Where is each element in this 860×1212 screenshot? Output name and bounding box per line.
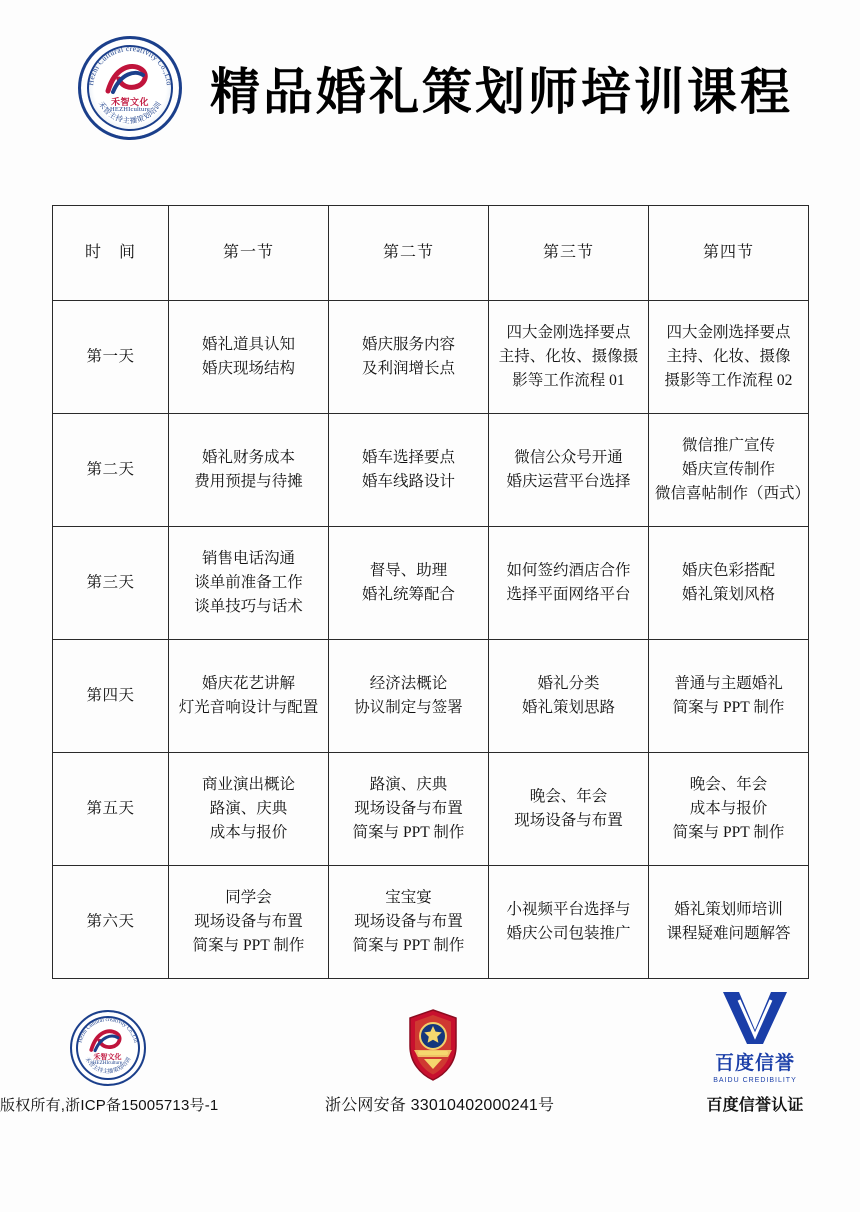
company-seal-logo xyxy=(78,36,182,140)
cell-line: 婚庆公司包装推广 xyxy=(506,925,631,942)
table-row xyxy=(53,527,809,640)
baidu-credibility-text: 百度信誉认证 xyxy=(706,1097,804,1114)
footer-seal-name-cn: 禾智文化 xyxy=(93,1053,122,1061)
cell-line: 微信公众号开通 xyxy=(514,448,623,466)
baidu-logo-text-en: BAIDU CREDIBILITY xyxy=(713,1077,797,1084)
column-header-session-4: 第四节 xyxy=(649,206,809,301)
cell-line: 微信推广宣传 xyxy=(681,436,775,454)
row-day-label: 第三天 xyxy=(53,527,169,640)
cell-line: 经济法概论 xyxy=(369,674,448,692)
cell-line: 主持、化妆、摄像摄 xyxy=(498,347,639,365)
footer-item-baidu-credibility[interactable] xyxy=(650,1002,860,1115)
table-cell xyxy=(169,866,329,979)
table-row xyxy=(53,414,809,527)
footer-swoosh-icon xyxy=(89,1027,127,1053)
table-cell xyxy=(489,640,649,753)
cell-line: 谈单前准备工作 xyxy=(194,573,303,591)
table-header-row xyxy=(53,206,809,301)
column-header-time: 时 间 xyxy=(53,206,169,301)
cell-line: 灯光音响设计与配置 xyxy=(178,699,319,716)
table-cell xyxy=(649,414,809,527)
cell-line: 婚礼策划师培训 xyxy=(674,900,783,918)
table-cell xyxy=(649,866,809,979)
baidu-credibility-badge[interactable] xyxy=(650,1002,860,1084)
table-cell xyxy=(169,301,329,414)
cell-line: 课程疑难问题解答 xyxy=(666,925,791,942)
cell-line: 婚车选择要点 xyxy=(361,448,455,466)
table-row xyxy=(53,866,809,979)
copyright-text: 版权所有,浙ICP备15005713号-1 xyxy=(0,1097,219,1114)
cell-line: 简案与 PPT 制作 xyxy=(192,937,305,954)
table-cell xyxy=(329,866,489,979)
column-header-session-2: 第二节 xyxy=(329,206,489,301)
footer-item-police-record xyxy=(325,1002,555,1115)
cell-line: 婚礼分类 xyxy=(537,674,600,692)
police-emblem-icon xyxy=(394,1006,472,1084)
cell-line: 婚庆服务内容 xyxy=(361,335,455,353)
table-cell xyxy=(329,527,489,640)
cell-line: 婚车线路设计 xyxy=(361,473,455,490)
table-cell xyxy=(489,527,649,640)
table-cell xyxy=(489,301,649,414)
table-cell xyxy=(329,301,489,414)
svg-text:禾智主持主播策划培训: 禾智主持主播策划培训 xyxy=(96,99,164,125)
footer-item-copyright xyxy=(0,1004,219,1115)
footer-seal-name-en: HEZHIculture xyxy=(93,1061,122,1066)
baidu-v-icon xyxy=(709,986,801,1048)
cell-line: 小视频平台选择与 xyxy=(506,900,631,918)
column-header-session-1: 第一节 xyxy=(169,206,329,301)
cell-line: 路演、庆典 xyxy=(209,799,288,817)
cell-line: 婚礼策划思路 xyxy=(521,699,615,716)
cell-line: 婚庆运营平台选择 xyxy=(506,473,631,490)
table-cell xyxy=(649,301,809,414)
table-cell xyxy=(329,640,489,753)
cell-line: 如何签约酒店合作 xyxy=(506,561,631,579)
cell-line: 摄影等工作流程 02 xyxy=(664,372,793,389)
table-cell xyxy=(649,753,809,866)
table-cell xyxy=(329,414,489,527)
cell-line: 现场设备与布置 xyxy=(514,812,623,829)
row-day-label: 第一天 xyxy=(53,301,169,414)
table-cell xyxy=(169,753,329,866)
cell-line: 简案与 PPT 制作 xyxy=(672,699,785,716)
cell-line: 婚庆花艺讲解 xyxy=(201,674,295,692)
cell-line: 影等工作流程 01 xyxy=(512,372,625,389)
cell-line: 成本与报价 xyxy=(689,799,768,817)
svg-text:Hezhi Cultural creativity Co.,: Hezhi Cultural creativity Co.,Ltd xyxy=(86,43,174,86)
cell-line: 婚礼策划风格 xyxy=(681,586,775,603)
cell-line: 成本与报价 xyxy=(209,824,288,841)
cell-line: 普通与主题婚礼 xyxy=(674,674,783,692)
column-header-session-3: 第三节 xyxy=(489,206,649,301)
table-cell xyxy=(649,640,809,753)
row-day-label: 第五天 xyxy=(53,753,169,866)
svg-text:Hezhi Cultural creativity Co.,: Hezhi Cultural creativity Co.,Ltd xyxy=(77,1016,138,1044)
row-day-label: 第六天 xyxy=(53,866,169,979)
cell-line: 督导、助理 xyxy=(369,561,448,579)
cell-line: 婚礼道具认知 xyxy=(201,335,295,353)
cell-line: 费用预提与待摊 xyxy=(194,473,303,490)
page-title: 精品婚礼策划师培训课程 xyxy=(210,63,793,120)
table-cell xyxy=(169,527,329,640)
row-day-label: 第四天 xyxy=(53,640,169,753)
table-cell xyxy=(169,414,329,527)
cell-line: 婚礼财务成本 xyxy=(201,448,295,466)
cell-line: 简案与 PPT 制作 xyxy=(352,937,465,954)
cell-line: 及利润增长点 xyxy=(361,360,455,377)
cell-line: 主持、化妆、摄像 xyxy=(666,347,791,365)
police-record-text: 浙公网安备 33010402000241号 xyxy=(325,1097,555,1114)
cell-line: 现场设备与布置 xyxy=(354,799,463,817)
cell-line: 晚会、年会 xyxy=(689,775,768,793)
cell-line: 婚庆色彩搭配 xyxy=(681,561,775,579)
table-cell xyxy=(169,640,329,753)
table-row xyxy=(53,753,809,866)
cell-line: 现场设备与布置 xyxy=(354,912,463,930)
table-row xyxy=(53,640,809,753)
seal-company-name-en: HEZHIculture xyxy=(110,105,150,113)
cell-line: 四大金刚选择要点 xyxy=(506,323,631,341)
cell-line: 四大金刚选择要点 xyxy=(666,323,791,341)
cell-line: 路演、庆典 xyxy=(369,775,448,793)
cell-line: 微信喜帖制作（西式） xyxy=(655,485,811,502)
cell-line: 简案与 PPT 制作 xyxy=(672,824,785,841)
table-cell xyxy=(649,527,809,640)
document-header xyxy=(0,0,860,125)
cell-line: 销售电话沟通 xyxy=(201,549,295,567)
cell-line: 商业演出概论 xyxy=(201,775,295,793)
document-footer xyxy=(0,1002,860,1162)
schedule-table xyxy=(52,205,809,979)
table-row xyxy=(53,301,809,414)
footer-company-seal xyxy=(0,1004,215,1086)
row-day-label: 第二天 xyxy=(53,414,169,527)
table-body xyxy=(53,301,809,979)
table-cell xyxy=(489,866,649,979)
cell-line: 晚会、年会 xyxy=(529,787,608,805)
cell-line: 婚礼统筹配合 xyxy=(361,586,455,603)
swoosh-icon xyxy=(105,61,155,95)
svg-text:禾智主持主播策划培训: 禾智主持主播策划培训 xyxy=(83,1056,132,1076)
seal-company-name-cn: 禾智文化 xyxy=(110,96,149,107)
police-emblem-badge xyxy=(325,1002,540,1084)
cell-line: 谈单技巧与话术 xyxy=(194,598,303,615)
cell-line: 现场设备与布置 xyxy=(194,912,303,930)
cell-line: 同学会 xyxy=(225,888,272,906)
cell-line: 协议制定与签署 xyxy=(354,699,463,716)
cell-line: 婚庆现场结构 xyxy=(201,360,295,377)
table-cell xyxy=(489,414,649,527)
cell-line: 简案与 PPT 制作 xyxy=(352,824,465,841)
table-cell xyxy=(329,753,489,866)
cell-line: 选择平面网络平台 xyxy=(506,586,631,603)
table-cell xyxy=(489,753,649,866)
baidu-logo-text-cn: 百度信誉 xyxy=(714,1053,795,1074)
cell-line: 宝宝宴 xyxy=(385,888,432,906)
cell-line: 婚庆宣传制作 xyxy=(681,460,775,478)
schedule-table-wrapper xyxy=(0,120,860,979)
